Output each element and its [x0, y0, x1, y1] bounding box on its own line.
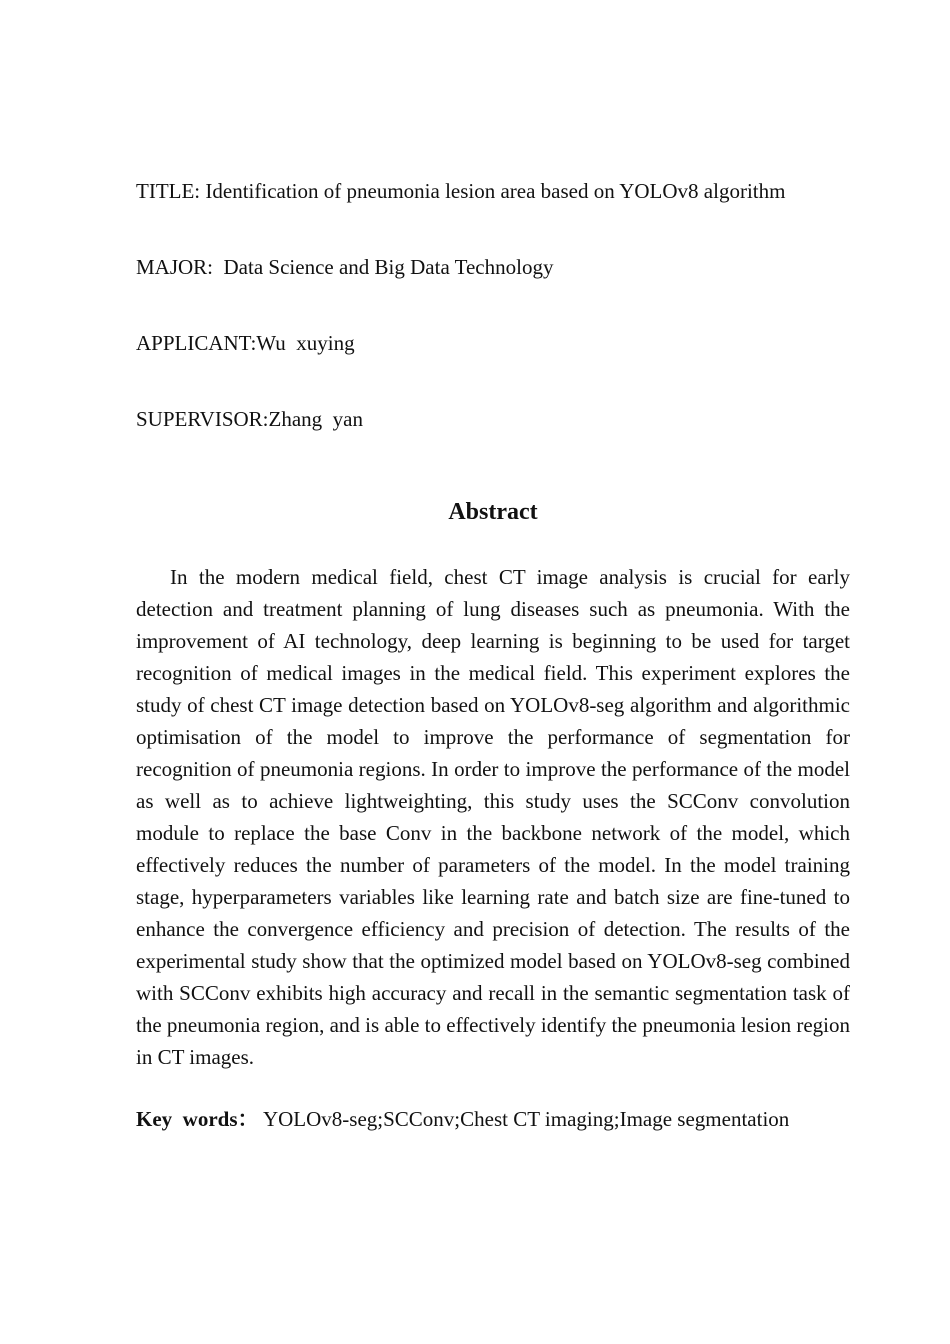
- thesis-title: TITLE: Identification of pneumonia lesion area based on YOLOv8 algorithm: [136, 179, 786, 203]
- keywords-label: Key words：: [136, 1107, 259, 1131]
- keywords-line: [136, 1105, 789, 1133]
- applicant-line: APPLICANT:Wu xuying: [136, 331, 355, 355]
- major-line: MAJOR: Data Science and Big Data Technology: [136, 255, 554, 279]
- keywords-value: YOLOv8-seg;SCConv;Chest CT imaging;Image segmentation: [258, 1107, 790, 1131]
- abstract-heading: Abstract: [448, 499, 538, 525]
- supervisor-line: SUPERVISOR:Zhang yan: [136, 407, 363, 431]
- abstract-body: In the modern medical field, chest CT image analysis is crucial for early detection and treatment planning of lung diseases such as pneumonia. With the improvement of AI technology, deep learning is beginning to be used for target recognition of medical images in the medical field. This experiment explores the study of chest CT image detection based on YOLOv8-seg algorithm and algorithmic optimisation of the model to improve the performance of segmentation for recognition of pneumonia regions. In order to improve the performance of the model as well as to achieve lightweighting, this study uses the SCConv convolution module to replace the base Conv in the backbone network of the model, which effectively reduces the number of parameters of the model. In the model training stage, hyperparameters variables like learning rate and batch size are fine-tuned to enhance the convergence efficiency and precision of detection. The results of the experimental study show that the optimized model based on YOLOv8-seg combined with SCConv exhibits high accuracy and recall in the semantic segmentation task of the pneumonia region, and is able to effectively identify the pneumonia lesion region in CT images.: [136, 565, 850, 1069]
